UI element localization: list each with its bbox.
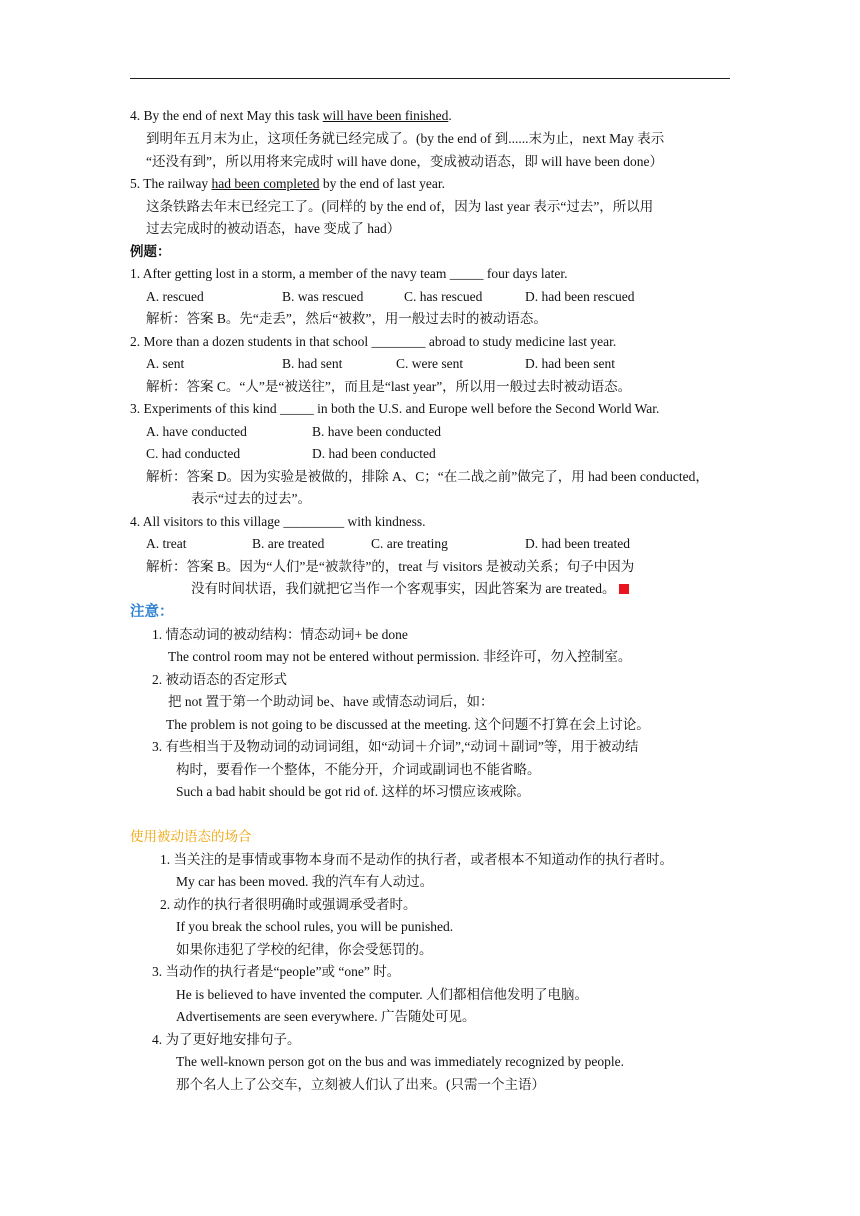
note2: 2. 被动语态的否定形式 [152, 672, 287, 687]
q3-stem: 3. Experiments of this kind _____ in both the U.S. and Europe well before the Second World War. [130, 401, 660, 416]
note2-example: The problem is not going to be discussed at the meeting. 这个问题不打算在会上讨论。 [166, 717, 650, 732]
usage4-translation: 那个名人上了公交车，立刻被人们认了出来。(只需一个主语） [176, 1077, 545, 1092]
end-marker-square-icon [619, 584, 629, 594]
q4-option-d: D. had been treated [525, 536, 630, 551]
q3-analysis-cont: 表示“过去的过去”。 [191, 491, 311, 506]
q1-stem: 1. After getting lost in a storm, a member of the navy team _____ four days later. [130, 266, 568, 281]
note2-text: 把 not 置于第一个助动词 be、have 或情态动词后，如： [168, 694, 494, 709]
item4-explanation: “还没有到”，所以用将来完成时 will have done，变成被动语态，即 will have been done） [146, 154, 664, 169]
item4-sentence: 4. By the end of next May this task will have been finished. [130, 108, 452, 123]
q1-option-d: D. had been rescued [525, 289, 635, 304]
item4-underlined: will have been finished [322, 108, 449, 123]
header-rule [130, 78, 730, 79]
q1-analysis: 解析：答案 B。先“走丢”，然后“被救”，用一般过去时的被动语态。 [146, 311, 547, 326]
q2-option-c: C. were sent [396, 356, 464, 371]
usage1-example: My car has been moved. 我的汽车有人动过。 [176, 874, 434, 889]
q2-option-d: D. had been sent [525, 356, 615, 371]
q4-option-c: C. are treating [371, 536, 448, 551]
item5-translation: 这条铁路去年末已经完工了。(同样的 by the end of，因为 last year 表示“过去”，所以用 [146, 199, 654, 214]
q4-analysis: 解析：答案 B。因为“人们”是“被款待”的，treat 与 visitors 是被动关系；句子中因为 [146, 559, 635, 574]
q3-option-d: D. had been conducted [312, 446, 436, 461]
notes-heading: 注意： [130, 604, 174, 620]
usage4: 4. 为了更好地安排句子。 [152, 1032, 301, 1047]
note3-cont: 构时，要看作一个整体，不能分开，介词或副词也不能省略。 [176, 762, 541, 777]
usage4-example: The well-known person got on the bus and was immediately recognized by people. [176, 1054, 625, 1069]
q1-option-b: B. was rescued [282, 289, 364, 304]
item4-translation: 到明年五月末为止，这项任务就已经完成了。(by the end of 到......末为止，next May 表示 [146, 131, 665, 146]
q4-stem: 4. All visitors to this village _________ with kindness. [130, 514, 426, 529]
q4-option-a: A. treat [146, 536, 187, 551]
note1: 1. 情态动词的被动结构：情态动词+ be done [152, 627, 408, 642]
note3-example: Such a bad habit should be got rid of. 这样的坏习惯应该戒除。 [176, 784, 530, 799]
note3: 3. 有些相当于及物动词的动词词组，如“动词＋介词”,“动词＋副词”等，用于被动结 [152, 739, 639, 754]
q3-option-a: A. have conducted [146, 424, 247, 439]
usage2-translation: 如果你违犯了学校的纪律，你会受惩罚的。 [176, 942, 433, 957]
usage3-example2: Advertisements are seen everywhere. 广告随处可见。 [176, 1009, 476, 1024]
q3-option-c: C. had conducted [146, 446, 241, 461]
item5-explanation: 过去完成时的被动语态，have 变成了 had） [146, 221, 401, 236]
item5-underlined: had been completed [211, 176, 320, 191]
usage3: 3. 当动作的执行者是“people”或 “one” 时。 [152, 964, 401, 979]
usage1: 1. 当关注的是事情或事物本身而不是动作的执行者，或者根本不知道动作的执行者时。 [160, 852, 673, 867]
q1-option-c: C. has rescued [404, 289, 483, 304]
q4-analysis-cont: 没有时间状语，我们就把它当作一个客观事实，因此答案为 are treated。 [191, 579, 629, 599]
item5-sentence: 5. The railway had been completed by the end of last year. [130, 176, 446, 191]
q2-option-b: B. had sent [282, 356, 343, 371]
usage-heading: 使用被动语态的场合 [130, 829, 252, 844]
q2-stem: 2. More than a dozen students in that school ________ abroad to study medicine last year. [130, 334, 617, 349]
usage2-example: If you break the school rules, you will be punished. [176, 919, 454, 934]
q2-option-a: A. sent [146, 356, 185, 371]
q1-option-a: A. rescued [146, 289, 204, 304]
q4-option-b: B. are treated [252, 536, 325, 551]
note1-example: The control room may not be entered without permission. 非经许可，勿入控制室。 [168, 649, 632, 664]
q3-analysis: 解析：答案 D。因为实验是被做的，排除 A、C；“在二战之前”做完了，用 had been conducted， [146, 469, 709, 484]
q3-option-b: B. have been conducted [312, 424, 441, 439]
examples-heading: 例题： [130, 244, 171, 259]
usage3-example1: He is believed to have invented the computer. 人们都相信他发明了电脑。 [176, 987, 589, 1002]
usage2: 2. 动作的执行者很明确时或强调承受者时。 [160, 897, 417, 912]
q2-analysis: 解析：答案 C。“人”是“被送往”，而且是“last year”，所以用一般过去时被动语态。 [146, 379, 632, 394]
